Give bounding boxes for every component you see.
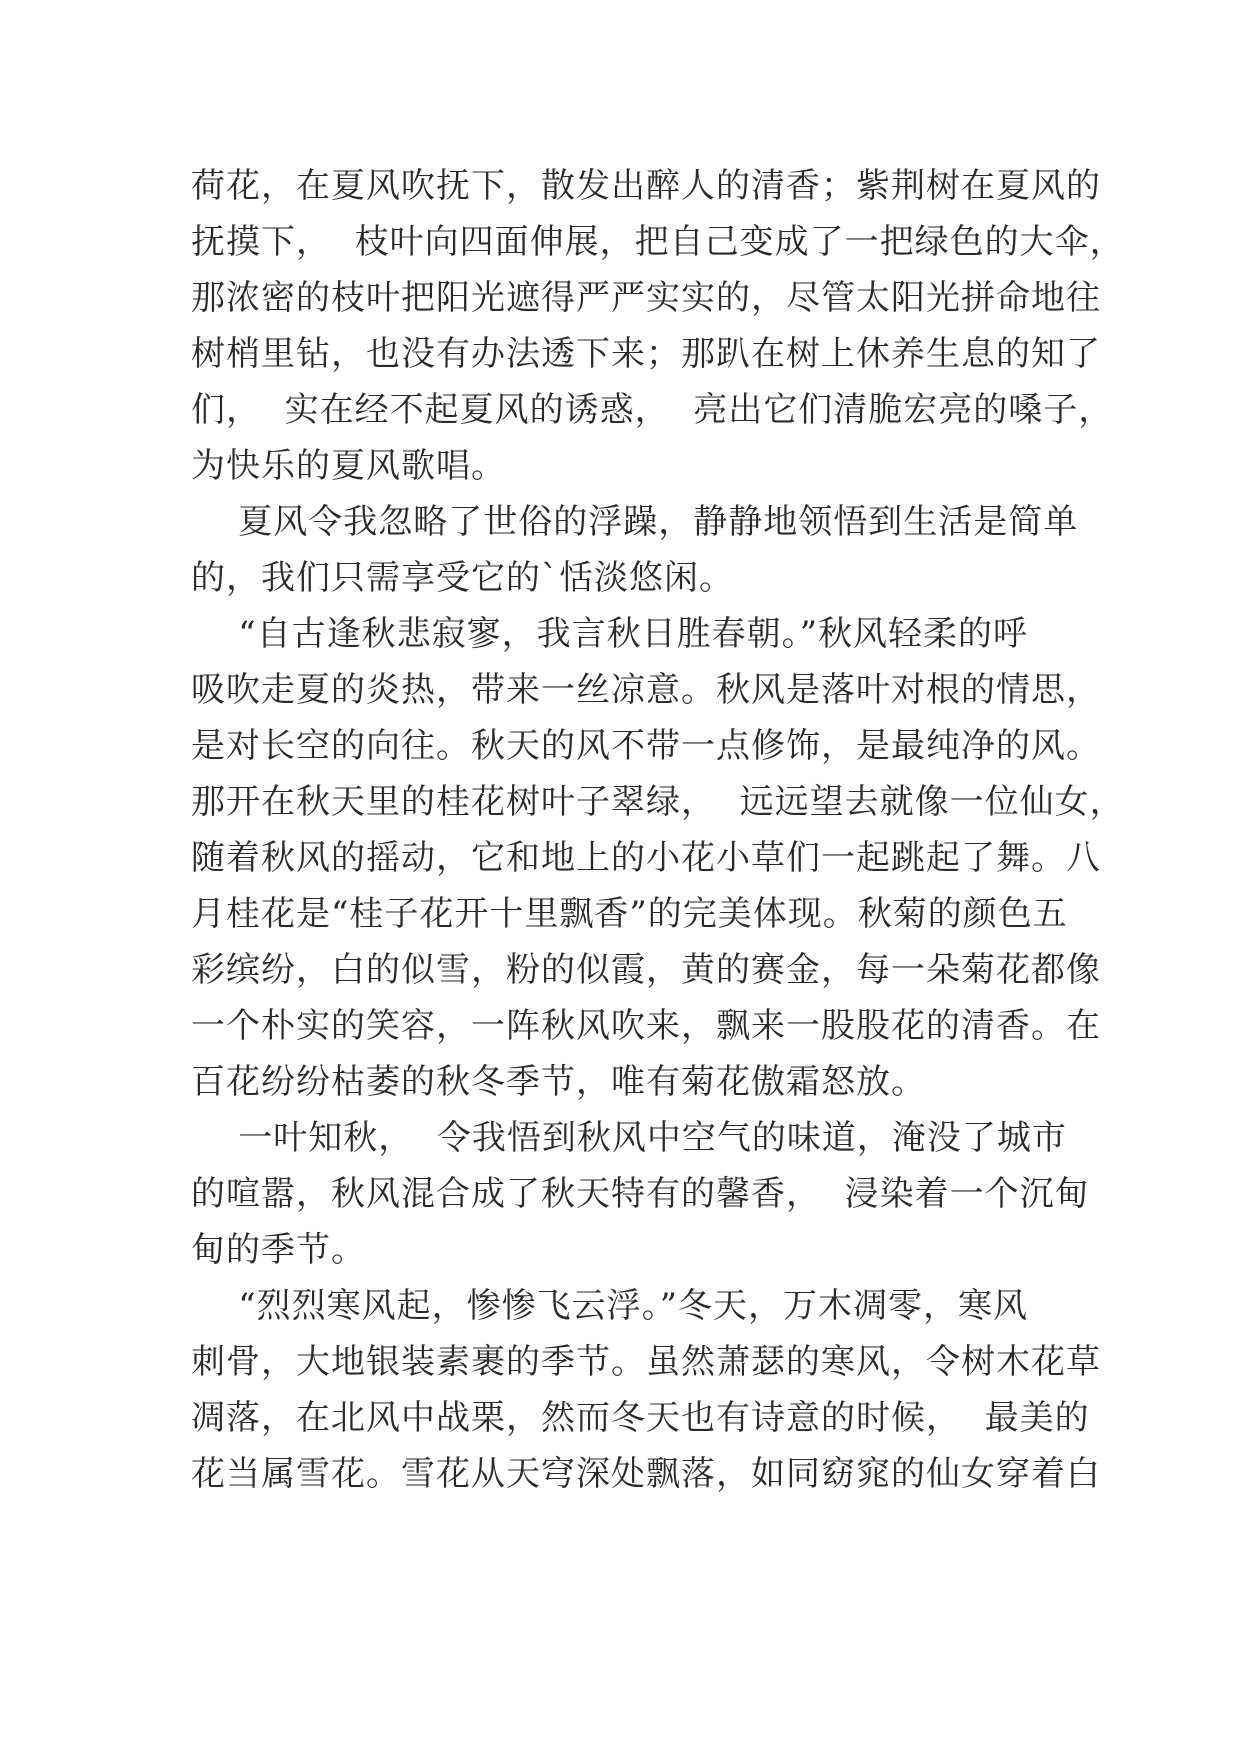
text-line: 那浓密的枝叶把阳光遮得严严实实的，尽管太阳光拼命地往 [191, 278, 1101, 318]
text-line: 随着秋风的摇动，它和地上的小花小草们一起跳起了舞。八 [191, 838, 1101, 878]
text-line: 月桂花是“桂子花开十里飘香”的完美体现。秋菊的颜色五 [191, 894, 1068, 934]
text-line: 花当属雪花。雪花从天穹深处飘落，如同窈窕的仙女穿着白 [191, 1454, 1101, 1494]
text-line: 抚摸下， 枝叶向四面伸展，把自己变成了一把绿色的大伞， [191, 222, 1125, 262]
text-line: 为快乐的夏风歌唱。 [191, 446, 506, 486]
body-text [191, 158, 1125, 1502]
text-line: 树梢里钻，也没有办法透下来；那趴在树上休养生息的知了 [191, 334, 1101, 374]
text-line: 一叶知秋， 令我悟到秋风中空气的味道，淹没了城市 [191, 1118, 1067, 1158]
text-line: 们， 实在经不起夏风的诱惑， 亮出它们清脆宏亮的嗓子， [191, 390, 1114, 430]
text-line: 刺骨，大地银装素裹的季节。虽然萧瑟的寒风，令树木花草 [191, 1342, 1101, 1382]
text-line: 凋落，在北风中战栗，然而冬天也有诗意的时候， 最美的 [191, 1398, 1090, 1438]
text-line: 百花纷纷枯萎的秋冬季节，唯有菊花傲霜怒放。 [191, 1062, 926, 1102]
text-line: 一个朴实的笑容，一阵秋风吹来，飘来一股股花的清香。在 [191, 1006, 1101, 1046]
text-line: 吸吹走夏的炎热，带来一丝凉意。秋风是落叶对根的情思， [191, 670, 1101, 710]
text-line: 的喧嚣，秋风混合成了秋天特有的馨香， 浸染着一个沉甸 [191, 1174, 1090, 1214]
text-line: 彩缤纷，白的似雪，粉的似霞，黄的赛金，每一朵菊花都像 [191, 950, 1101, 990]
text-line: 荷花，在夏风吹抚下，散发出醉人的清香；紫荆树在夏风的 [191, 166, 1101, 206]
text-line: 是对长空的向往。秋天的风不带一点修饰，是最纯净的风。 [191, 726, 1101, 766]
text-line: 那开在秋天里的桂花树叶子翠绿， 远远望去就像一位仙女， [191, 782, 1125, 822]
text-line: “自古逢秋悲寂寥，我言秋日胜春朝。”秋风轻柔的呼 [191, 614, 1028, 654]
text-line: 甸的季节。 [191, 1230, 366, 1270]
text-line: 夏风令我忽略了世俗的浮躁，静静地领悟到生活是简单 [191, 502, 1079, 542]
text-line: 的，我们只需享受它的`恬淡悠闲。 [191, 558, 734, 598]
text-line: “烈烈寒风起，惨惨飞云浮。”冬天，万木凋零，寒风 [191, 1286, 1028, 1326]
